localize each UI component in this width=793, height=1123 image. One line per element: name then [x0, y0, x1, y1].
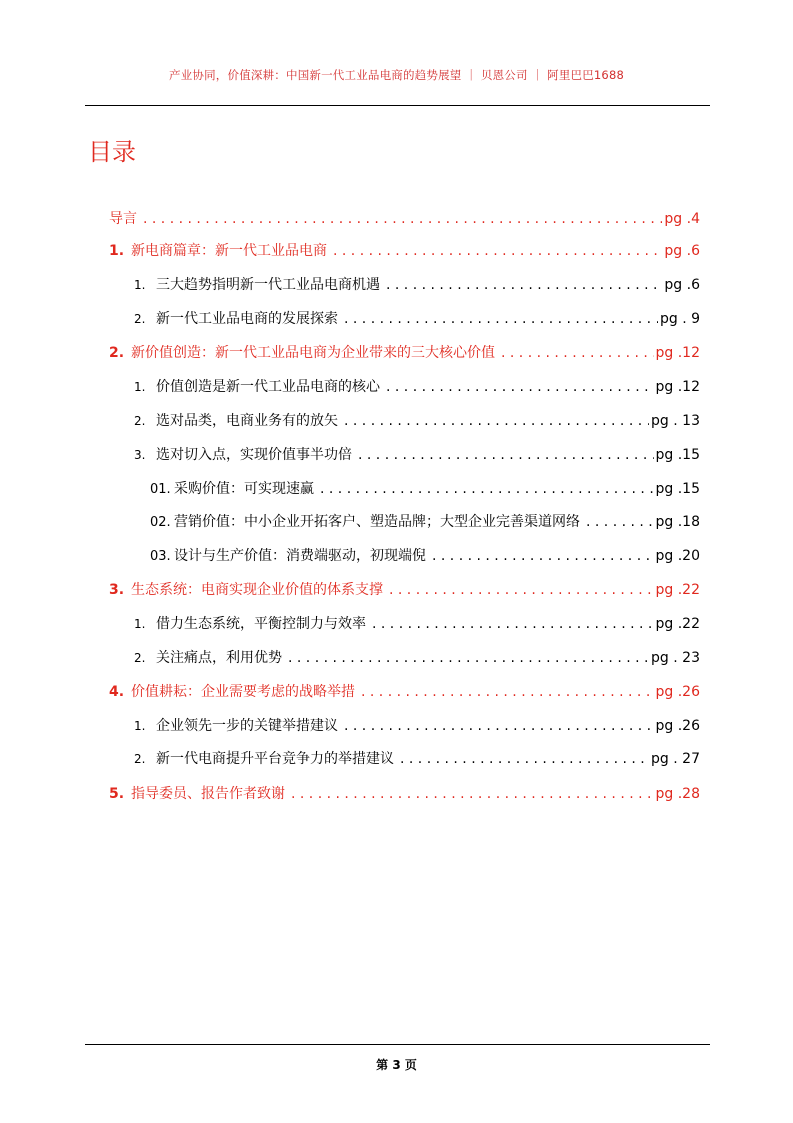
toc-entry-section-2-3[interactable]: [134, 443, 700, 467]
toc-entry-section-1-2[interactable]: [134, 307, 700, 331]
toc-entry-number: 2.: [134, 752, 146, 766]
toc-entry-number: 3.: [109, 582, 125, 598]
toc-entry-title: 企业领先一步的关键举措建议: [156, 718, 338, 734]
toc-entry-number: 5.: [109, 786, 125, 802]
toc-entry-number: 02.: [150, 515, 171, 530]
toc-entry-page: pg .15: [655, 481, 700, 497]
toc-entry-number: 1.: [134, 380, 146, 394]
toc-entry-title: 借力生态系统，平衡控制力与效率: [156, 616, 366, 632]
toc-entry-number: 2.: [134, 651, 146, 665]
toc-entry-chapter-1[interactable]: [109, 239, 700, 263]
toc-entry-title: 指导委员、报告作者致谢: [131, 786, 285, 802]
toc-entry-number: 4.: [109, 684, 125, 700]
toc-entry-page: pg .6: [664, 243, 700, 259]
toc-entry-title: 采购价值：可实现速赢: [174, 481, 314, 497]
toc-dot-leader: [333, 239, 662, 263]
toc-entry-title: 新一代工业品电商的发展探索: [156, 311, 338, 327]
toc-entry-title: 导言: [109, 211, 137, 227]
toc-entry-page: pg .18: [655, 514, 700, 530]
toc-entry-page: pg .22: [655, 582, 700, 598]
toc-entry-title: 新电商篇章：新一代工业品电商: [131, 243, 327, 259]
toc-entry-number: 01.: [150, 482, 171, 497]
toc-dot-leader: [291, 782, 654, 806]
toc-entry-number: 2.: [134, 414, 146, 428]
toc-entry-number: 2.: [109, 345, 125, 361]
toc-entry-number: 03.: [150, 549, 171, 564]
toc-entry-page: pg .12: [655, 379, 700, 395]
running-header: 产业协同，价值深耕：中国新一代工业品电商的趋势展望 ｜ 贝恩公司 ｜ 阿里巴巴1688: [169, 68, 624, 82]
toc-entry-number: 1.: [134, 719, 146, 733]
toc-entry-section-2-1[interactable]: [134, 375, 700, 399]
toc-entry-number: 1.: [134, 617, 146, 631]
toc-entry-section-1-1[interactable]: [134, 273, 700, 297]
toc-entry-page: pg .15: [655, 447, 700, 463]
toc-dot-leader: [386, 375, 654, 399]
toc-entry-page: pg . 23: [651, 650, 700, 666]
toc-entry-page: pg .28: [655, 786, 700, 802]
toc-entry-section-2-2[interactable]: [134, 409, 700, 433]
page-title: 目录: [88, 138, 136, 166]
page-number: 第 3 页: [376, 1058, 417, 1072]
toc-entry-section-3-1[interactable]: [134, 612, 700, 636]
toc-dot-leader: [344, 714, 654, 738]
toc-dot-leader: [389, 578, 654, 602]
toc-entry-title: 三大趋势指明新一代工业品电商机遇: [156, 277, 380, 293]
toc-dot-leader: [344, 409, 649, 433]
toc-dot-leader: [288, 646, 649, 670]
toc-dot-leader: [320, 477, 654, 501]
toc-entry-subsection-01[interactable]: [150, 477, 700, 501]
toc-entry-subsection-03[interactable]: [150, 544, 700, 568]
toc-dot-leader: [501, 341, 654, 365]
toc-entry-title: 生态系统：电商实现企业价值的体系支撑: [131, 582, 383, 598]
toc-entry-page: pg . 9: [659, 311, 700, 327]
toc-entry-number: 3.: [134, 448, 146, 462]
toc-entry-title: 设计与生产价值：消费端驱动，初现端倪: [174, 548, 426, 564]
toc-dot-leader: [372, 612, 654, 636]
toc-dot-leader: [344, 307, 658, 331]
toc-entry-page: pg . 27: [651, 751, 700, 767]
footer-divider: [85, 1044, 710, 1045]
toc-dot-leader: [143, 207, 662, 231]
toc-dot-leader: [386, 273, 662, 297]
toc-entry-title: 新一代电商提升平台竞争力的举措建议: [156, 751, 394, 767]
toc-entry-page: pg .6: [664, 277, 700, 293]
toc-dot-leader: [358, 443, 654, 467]
toc-entry-number: 1.: [109, 243, 125, 259]
header-divider: [85, 105, 710, 106]
toc-entry-section-4-2[interactable]: [134, 747, 700, 771]
toc-entry-chapter-3[interactable]: [109, 578, 700, 602]
toc-entry-page: pg .22: [655, 616, 700, 632]
toc-entry-page: pg .12: [655, 345, 700, 361]
toc-entry-page: pg . 13: [651, 413, 700, 429]
toc-entry-section-4-1[interactable]: [134, 714, 700, 738]
toc-entry-chapter-5[interactable]: [109, 782, 700, 806]
toc-entry-page: pg .4: [664, 211, 700, 227]
toc-entry-title: 新价值创造：新一代工业品电商为企业带来的三大核心价值: [131, 345, 495, 361]
toc-entry-number: 2.: [134, 312, 146, 326]
toc-entry-title: 选对切入点，实现价值事半功倍: [156, 447, 352, 463]
toc-entry-number: 1.: [134, 278, 146, 292]
toc-dot-leader: [361, 680, 654, 704]
toc-entry-title: 价值创造是新一代工业品电商的核心: [156, 379, 380, 395]
toc-entry-chapter-2[interactable]: [109, 341, 700, 365]
toc-entry-page: pg .20: [655, 548, 700, 564]
toc-entry-introduction[interactable]: [109, 207, 700, 231]
toc-dot-leader: [400, 747, 649, 771]
toc-entry-subsection-02[interactable]: [150, 510, 700, 534]
toc-entry-page: pg .26: [655, 684, 700, 700]
toc-dot-leader: [432, 544, 654, 568]
toc-dot-leader: [586, 510, 654, 534]
toc-entry-title: 选对品类，电商业务有的放矢: [156, 413, 338, 429]
toc-entry-title: 价值耕耘：企业需要考虑的战略举措: [131, 684, 355, 700]
toc-entry-title: 关注痛点，利用优势: [156, 650, 282, 666]
toc-entry-chapter-4[interactable]: [109, 680, 700, 704]
toc-entry-title: 营销价值：中小企业开拓客户、塑造品牌；大型企业完善渠道网络: [174, 514, 580, 530]
toc-entry-page: pg .26: [655, 718, 700, 734]
toc-entry-section-3-2[interactable]: [134, 646, 700, 670]
